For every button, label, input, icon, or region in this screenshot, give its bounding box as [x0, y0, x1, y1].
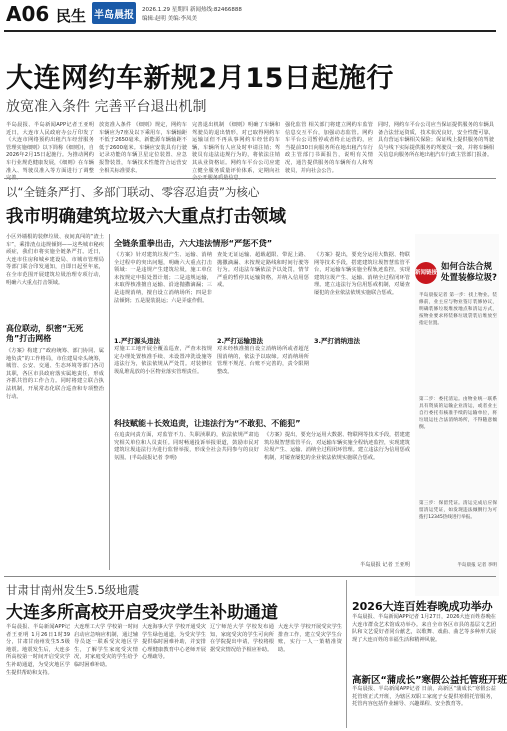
bottom-column-1: 半岛晨报、半岛新闻APP记者王亚明 1月26日1时39分，甘肃甘南州发生5.5级地震。地震发生后，大连多所高校第一时间开启受灾学生补助通道，为受灾地区学生提供帮助和支持。 [6, 624, 70, 676]
sidebar-text-2: 第二步：委托清运。由物业统一联系具有资质的运输企业清运，或者业主自行委托有核准手续的运输单位，将垃圾运往合法消纳场所，不得随意倾倒。 [419, 397, 497, 430]
feature-column-3: 对施工工地开展全覆盖巡查，严查未按规定办理处置核准手续、未设置冲洗设施等违法行为，依法依规从严处罚。对装修垃圾乱堆乱放的小区物业落实管理责任。 [114, 346, 212, 375]
feature-subhead-5: 科技赋能＋长效追责，让违法行为“不敢犯、不能犯” [114, 419, 301, 428]
sidebar-text-1: 半岛晨报记者 第一步：找上物业。装修前，业主应与物业签订装修协议，明确装修垃圾堆放地点和清运方式，按物业要求将装修垃圾袋装后堆放至指定位置。 [419, 293, 497, 326]
logo-text: 半岛晨报 [94, 9, 134, 21]
bottom-column-4: 辽宁师范大学 学校发布通知，家庭受灾的学生可向所在学院提出申请，学校将根据受灾情况给予相应补助。 [210, 624, 274, 653]
short-news-text-2: 半岛晨报、半岛新闻APP记者 日前，高新区“蒲成长”寒假公益托管班正式开班，为辖区双职工家庭子女提供寒假托管服务，托管内容包括作业辅导、兴趣课程、安全教育等。 [352, 686, 496, 708]
column-divider-2 [346, 580, 347, 728]
column-divider [109, 234, 110, 570]
feature-subhead-1: 高位联动，织密“无死角”打击网格 [6, 324, 84, 343]
section-divider-2 [4, 576, 496, 577]
feature-column-2: 《方案》针对建筑垃圾产生、运输、消纳全过程中的突出问题，明确六大重点打击领域：一是违规产生建筑垃圾，施工单位未按规定申报处置计划；二是违规运输，未取得核准擅自运输、沿途抛撒滴漏；三是违规消纳，擅自设立消纳场所；四是非法倾倒；五是混装混运；六是弄虚作假。 [114, 252, 212, 304]
lead-column-1: 半岛晨报、半岛新闻APP记者王亚明 近日，大连市人民政府办公厅印发了《大连市网络预约出租汽车经营服务管理实施细则》以下简称《细则》)，自2026年2月15日起施行。为推动网约车行业规范健康发展，《细则》在车辆准入、驾驶员准入等方面进行了调整 [6, 122, 94, 174]
lead-column-3: 完善退出机制 《细则》明确了车辆和驾驶员的退出情形，对已取得网约车运输证但不再从事网约车经营的车辆，车辆所有人应及时申请注销；驾驶员有违法违规行为的，将依法注销其从业资格证。网约车平台公司应建立健全服务质量评价体系，定期向社 [192, 122, 280, 174]
feature-column-8: 《方案》提出，要充分运用大数据、物联网等技术手段，搭建建筑垃圾智慧监管平台，对运输车辆实施全程轨迹监控，实现建筑垃圾产生、运输、消纳全过程闭环管理。建立违法行为信用惩戒机制，对屡查屡犯的企业依法依规实施联合惩戒。 [264, 432, 410, 461]
feature-column-5: 对未经核准擅自设立消纳场所或者超范围消纳的，依法予以取缔。对消纳场所管理不规范、台账不完善的，责令限期整改。 [217, 346, 309, 375]
editor-line: 编辑:赵明 美编:李凤美 [142, 16, 197, 22]
lead-column-4: 强化监管 相关部门将建立网约车监管信息交互平台，加强动态监管。网约车平台公司暂停或者终止运营的，应当提前30日向服务所在地出租汽车行政主管部门书面报告，说明有关情况，通告提供服务的车辆所有人和驾驶员，并向社会公告。 [285, 122, 373, 174]
feature-column-6: 《方案》提出，要充分运用大数据、物联网等技术手段，搭建建筑垃圾智慧监管平台，对运输车辆实施全程轨迹监控，实现建筑垃圾产生、运输、消纳全过程闭环管理。建立违法行为信用惩戒机制，对屡查屡犯的企业依法依规实施联合惩戒。 [314, 252, 410, 296]
section-name: 民生 [56, 7, 87, 25]
bottom-column-2: 大连理工大学 学校第一时间启动应急响应机制，通过辅导员逐一联系受灾地区学生，了解学生家庭受灾情况，对家庭受灾的学生给予临时困难补助。 [74, 624, 138, 668]
news-link-badge: 新闻链接 [415, 262, 437, 284]
feature-subhead-3: 2.严打运输违法 [217, 337, 263, 345]
newspaper-logo [92, 2, 136, 24]
lead-column-5: 同时，网约车平台公司应当保证提供服务的车辆具备合法营运资质，技术状况良好，安全性能可靠，具有营运车辆相关保险；保证线上提供服务的驾驶员与线下实际提供服务的驾驶员一致，并将车辆相关信息向服务所在地出租汽车行政主管部门报备。 [378, 122, 494, 159]
bottom-column-3: 大连海事大学 学校开通受灾学生绿色通道，为受灾学生提供临时困难补助，并安排心理健康教育中心老师开展心理疏导。 [142, 624, 206, 661]
sidebar-title: 如何合法合规处置装修垃圾? [441, 262, 497, 283]
short-news-title-1: 2026大连百姓春晚成功举办 [352, 600, 493, 613]
feature-column-1: 小区外墙根的装修垃圾、夜间真闯的“渣土车”，乘排渣点违规倾倒——这些城市秘疾顽症，我们市将实施全链条严打。近日，大连市住房和城乡建设局、市城市管理局等部门联合印发通知，自即日起至年底，在全市范围开展建筑垃圾治理专项行动，明确六大重点打击领域。 [6, 234, 104, 286]
short-news-title-2: 高新区“蒲成长”寒假公益托管班开班 [352, 675, 507, 686]
date-line: 2026.1.29 星期四 新闻热线:82466888 [142, 7, 242, 13]
feature-column-1b: 《方案》构建了“政府统筹、部门协同、属地负责”的工作格局，市住建局牵头统筹，城管、公安、交通、生态环境等部门各司其职，各区市县政府落实属地责任，形成齐抓共管的工作合力。同时将建立联合执法机制，开展常态化联合巡查和专项整治行动。 [6, 348, 104, 400]
bottom-headline: 大连多所高校开启受灾学生补助通道 [6, 603, 278, 623]
header-rule [4, 30, 496, 32]
bottom-column-5: 大连大学 学校开展受灾学生排查工作，建立受灾学生台账，实行一人一策精准资助。 [278, 624, 342, 653]
lead-subheadline: 放宽准入条件 完善平台退出机制 [6, 99, 207, 115]
lead-headline: 大连网约车新规2月15日起施行 [6, 63, 394, 94]
feature-column-7: 在追责问责方面，对监管不力、失职渎职的，依法依规严肃追究相关单位和人员责任。同时畅通投诉举报渠道，鼓励市民对建筑垃圾违法行为进行监督举报，形成全社会共同参与的良好氛围。(半岛晨报记者 李明) [114, 432, 259, 461]
feature-box-title: 全链条重拳出击，六大违法情形“严惩不贷” [114, 238, 273, 248]
sidebar-text-3: 第三步：保留凭证。清运完成后应保留清运凭证，如发现违法倾倒行为可拨打12345热线进行举报。 [419, 501, 497, 520]
short-news-text-1: 半岛晨报、半岛新闻APP记者 1月27日，2026大连百姓春晚在大连市群众艺术馆成功举办。来自全市各区市县的基层文艺团队和文艺爱好者同台献艺，以歌舞、戏曲、曲艺等多种形式展现了大连百姓的幸福生活和精神风貌。 [352, 614, 496, 643]
feature-subhead-4: 3.严打消纳违法 [314, 337, 360, 345]
sidebar-footer: 半岛晨报 记者 李明 [457, 563, 497, 568]
lead-column-2: 放宽准入条件 《细则》规定，网约车车辆应为7座及以下乘用车，车辆轴距不低于2650毫米，新能源车辆轴距不低于2600毫米。车辆应安装具有行驶记录功能的车辆卫星定位装置、应急报警装置，车辆技术性能符合运营安全相关标准要求。 [99, 122, 187, 174]
feature-headline: 我市明确建筑垃圾六大重点打击领域 [6, 207, 286, 227]
feature-column-4: 查处无证运输、超载超限、带泥上路、抛撒滴漏、未按规定路线和时间行驶等行为。对违法车辆依法予以处罚，情节严重的暂停其运输资格，并纳入信用惩戒。 [217, 252, 309, 289]
feature-pre-headline: 以“全链条严打、多部门联动、零容忍追责”为核心 [6, 185, 260, 199]
feature-reporter: 半岛晨报 记者 王亚明 [360, 562, 410, 568]
feature-subhead-2: 1.严打源头违法 [114, 337, 160, 345]
page-number: A06 [6, 2, 50, 26]
bottom-pre-headline: 甘肃甘南州发生5.5级地震 [6, 583, 140, 597]
section-divider [4, 178, 496, 179]
